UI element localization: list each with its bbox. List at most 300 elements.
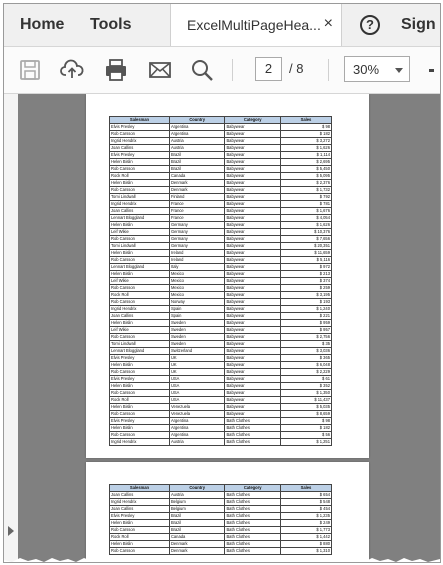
document-view[interactable] <box>4 94 440 563</box>
country-cell: Brazil <box>169 159 225 166</box>
sidebar-toggle[interactable] <box>4 94 18 563</box>
salesman-cell: Rock Roll <box>110 292 170 299</box>
country-cell: Sweden <box>169 327 225 334</box>
category-cell: Bath Clothes <box>225 432 281 439</box>
country-cell: Argentina <box>169 425 225 432</box>
country-cell: Norway <box>169 299 225 306</box>
category-cell: Bath Clothes <box>225 425 281 432</box>
sales-cell: $ 792 <box>280 194 331 201</box>
salesman-cell: Rob Carsson <box>110 285 170 292</box>
pdf-page-2 <box>86 462 369 563</box>
country-cell: Ireland <box>169 257 225 264</box>
salesman-cell: Helen Bislin <box>110 271 170 278</box>
country-cell: Argentina <box>169 124 225 131</box>
category-cell: Babywear <box>225 159 281 166</box>
country-cell: Spain <box>169 306 225 313</box>
table-row <box>110 534 332 541</box>
table-row <box>110 520 332 527</box>
category-cell: Babywear <box>225 236 281 243</box>
sales-cell: $ 781 <box>280 201 331 208</box>
category-cell: Babywear <box>225 383 281 390</box>
sales-cell: $ 1,442 <box>280 534 331 541</box>
salesman-cell: Rock Roll <box>110 534 170 541</box>
cloud-upload-icon[interactable] <box>60 58 84 82</box>
country-cell: Argentina <box>169 131 225 138</box>
category-cell: Babywear <box>225 369 281 376</box>
sales-cell: $ 352 <box>280 383 331 390</box>
country-cell: France <box>169 215 225 222</box>
table-row <box>110 513 332 520</box>
country-cell: Mexico <box>169 278 225 285</box>
salesman-cell: Rob Carsson <box>110 187 170 194</box>
sales-cell: $ 98 <box>280 418 331 425</box>
salesman-cell: Ingrid Hendrix <box>110 138 170 145</box>
table-row <box>110 299 332 306</box>
table-row <box>110 376 332 383</box>
sales-cell: $ 259 <box>280 285 331 292</box>
country-cell: Brazil <box>169 520 225 527</box>
table-row <box>110 152 332 159</box>
sales-cell: $ 5,450 <box>280 166 331 173</box>
table-row <box>110 425 332 432</box>
country-cell: Ireland <box>169 250 225 257</box>
salesman-cell: Ingrid Hendrix <box>110 499 170 506</box>
country-cell: Austria <box>169 439 225 446</box>
sales-cell: $ 374 <box>280 278 331 285</box>
salesman-cell: Leif Wikie <box>110 327 170 334</box>
tab-title: ExcelMultiPageHea... <box>187 17 321 33</box>
salesman-cell: Helen Bislin <box>110 250 170 257</box>
salesman-cell: Joan Callins <box>110 145 170 152</box>
category-cell: Babywear <box>225 124 281 131</box>
category-cell: Babywear <box>225 250 281 257</box>
salesman-cell: Elvis Presley <box>110 418 170 425</box>
sales-cell: $ 61 <box>280 376 331 383</box>
category-cell: Bath Clothes <box>225 534 281 541</box>
column-header: Country <box>169 485 225 492</box>
sales-cell: $ 548 <box>280 499 331 506</box>
sales-cell: $ 1,773 <box>280 527 331 534</box>
table-row <box>110 348 332 355</box>
category-cell: Bath Clothes <box>225 520 281 527</box>
salesman-cell: Rock Roll <box>110 397 170 404</box>
salesman-cell: Ingrid Hendrix <box>110 439 170 446</box>
table-row <box>110 173 332 180</box>
salesman-cell: Rob Carsson <box>110 369 170 376</box>
chevron-down-icon <box>395 68 403 73</box>
country-cell: Germany <box>169 243 225 250</box>
print-icon[interactable] <box>104 58 128 82</box>
salesman-cell: Leif Wikie <box>110 229 170 236</box>
country-cell: Germany <box>169 229 225 236</box>
table-row <box>110 208 332 215</box>
sales-cell: $ 11,659 <box>280 250 331 257</box>
country-cell: Brazil <box>169 152 225 159</box>
sales-cell: $ 1,114 <box>280 152 331 159</box>
salesman-cell: Rob Carsson <box>110 432 170 439</box>
salesman-cell: Rob Carsson <box>110 390 170 397</box>
salesman-cell: Elvis Presley <box>110 513 170 520</box>
salesman-cell: Helen Bislin <box>110 541 170 548</box>
category-cell: Babywear <box>225 376 281 383</box>
country-cell: Brazil <box>169 527 225 534</box>
salesman-cell: Helen Bislin <box>110 159 170 166</box>
table-row <box>110 527 332 534</box>
sales-cell: $ 5,035 <box>280 404 331 411</box>
sales-cell: $ 2,695 <box>280 159 331 166</box>
category-cell: Babywear <box>225 145 281 152</box>
country-cell: UK <box>169 362 225 369</box>
sales-cell: $ 880 <box>280 541 331 548</box>
salesman-cell: Elvis Presley <box>110 152 170 159</box>
category-cell: Babywear <box>225 362 281 369</box>
country-cell: Canada <box>169 173 225 180</box>
sales-table <box>109 116 332 446</box>
category-cell: Babywear <box>225 257 281 264</box>
category-cell: Babywear <box>225 243 281 250</box>
category-cell: Bath Clothes <box>225 499 281 506</box>
country-cell: Mexico <box>169 285 225 292</box>
category-cell: Babywear <box>225 187 281 194</box>
category-cell: Babywear <box>225 278 281 285</box>
category-cell: Bath Clothes <box>225 513 281 520</box>
table-row <box>110 180 332 187</box>
category-cell: Babywear <box>225 334 281 341</box>
table-row <box>110 404 332 411</box>
sales-cell: $ 2,756 <box>280 334 331 341</box>
salesman-cell: Lennart Bloggland <box>110 348 170 355</box>
salesman-cell: Ingrid Hendrix <box>110 201 170 208</box>
table-row <box>110 201 332 208</box>
country-cell: France <box>169 201 225 208</box>
sales-table <box>109 484 332 555</box>
save-icon[interactable] <box>18 58 42 82</box>
salesman-cell: Elvis Presley <box>110 124 170 131</box>
salesman-cell: Helen Bislin <box>110 222 170 229</box>
category-cell: Babywear <box>225 264 281 271</box>
table-row <box>110 432 332 439</box>
country-cell: UK <box>169 369 225 376</box>
country-cell: Argentina <box>169 432 225 439</box>
category-cell: Babywear <box>225 327 281 334</box>
toolbar <box>4 47 440 94</box>
salesman-cell: Rob Carsson <box>110 334 170 341</box>
current-page-input[interactable]: 2 <box>255 57 282 81</box>
salesman-cell: Tomi Lindwall <box>110 194 170 201</box>
category-cell: Babywear <box>225 180 281 187</box>
table-row <box>110 506 332 513</box>
pdf-page-1 <box>86 94 369 458</box>
sales-cell: $ 4,054 <box>280 215 331 222</box>
category-cell: Babywear <box>225 201 281 208</box>
category-cell: Babywear <box>225 341 281 348</box>
salesman-cell: Joan Callins <box>110 492 170 499</box>
salesman-cell: Elvis Presley <box>110 355 170 362</box>
salesman-cell: Rock Roll <box>110 173 170 180</box>
expand-arrow-icon <box>8 526 14 536</box>
table-row <box>110 145 332 152</box>
category-cell: Babywear <box>225 355 281 362</box>
category-cell: Babywear <box>225 138 281 145</box>
table-header-row <box>110 485 332 492</box>
table-row <box>110 131 332 138</box>
table-row <box>110 369 332 376</box>
table-row <box>110 278 332 285</box>
country-cell: Venezuela <box>169 411 225 418</box>
menu-tools[interactable]: Tools <box>90 16 132 33</box>
category-cell: Babywear <box>225 397 281 404</box>
sales-cell: $ 11,437 <box>280 397 331 404</box>
salesman-cell: Rob Carsson <box>110 527 170 534</box>
category-cell: Babywear <box>225 348 281 355</box>
sales-cell: $ 7,656 <box>280 236 331 243</box>
sales-cell: $ 5,116 <box>280 257 331 264</box>
country-cell: Austria <box>169 145 225 152</box>
country-cell: USA <box>169 376 225 383</box>
sales-cell: $ 1,310 <box>280 548 331 555</box>
table-row <box>110 390 332 397</box>
close-icon[interactable]: × <box>323 15 333 32</box>
sales-cell: $ 2,376 <box>280 180 331 187</box>
salesman-cell: Leif Wikie <box>110 278 170 285</box>
salesman-cell: Rob Carsson <box>110 236 170 243</box>
salesman-cell: Helen Bislin <box>110 362 170 369</box>
country-cell: Sweden <box>169 334 225 341</box>
salesman-cell: Joan Callins <box>110 208 170 215</box>
country-cell: Denmark <box>169 548 225 555</box>
salesman-cell: Tomi Lindwall <box>110 341 170 348</box>
sales-cell: $ 959 <box>280 320 331 327</box>
salesman-cell: Rob Carsson <box>110 257 170 264</box>
table-row <box>110 541 332 548</box>
table-row <box>110 138 332 145</box>
sales-cell: $ 454 <box>280 506 331 513</box>
sales-cell: $ 6,048 <box>280 362 331 369</box>
category-cell: Babywear <box>225 411 281 418</box>
category-cell: Babywear <box>225 292 281 299</box>
salesman-cell: Lennart Bloggland <box>110 264 170 271</box>
sales-cell: $ 1,251 <box>280 439 331 446</box>
country-cell: Spain <box>169 313 225 320</box>
table-row <box>110 306 332 313</box>
salesman-cell: Helen Bislin <box>110 180 170 187</box>
category-cell: Babywear <box>225 152 281 159</box>
sales-cell: $ 8,659 <box>280 411 331 418</box>
salesman-cell: Rob Carsson <box>110 166 170 173</box>
sales-cell: $ 193 <box>280 299 331 306</box>
country-cell: Denmark <box>169 180 225 187</box>
salesman-cell: Helen Bislin <box>110 425 170 432</box>
category-cell: Babywear <box>225 131 281 138</box>
country-cell: Argentina <box>169 418 225 425</box>
table-row <box>110 215 332 222</box>
table-row <box>110 124 332 131</box>
table-row <box>110 292 332 299</box>
sales-cell: $ 1,732 <box>280 187 331 194</box>
table-row <box>110 229 332 236</box>
table-row <box>110 243 332 250</box>
table-row <box>110 159 332 166</box>
country-cell: USA <box>169 383 225 390</box>
country-cell: Belgium <box>169 499 225 506</box>
table-row <box>110 418 332 425</box>
help-icon[interactable]: ? <box>360 15 380 35</box>
country-cell: Brazil <box>169 513 225 520</box>
sales-cell: $ 365 <box>280 355 331 362</box>
table-row <box>110 548 332 555</box>
table-row <box>110 257 332 264</box>
country-cell: Denmark <box>169 541 225 548</box>
sales-cell: $ 654 <box>280 492 331 499</box>
sales-cell: $ 1,626 <box>280 222 331 229</box>
salesman-cell: Helen Bislin <box>110 520 170 527</box>
country-cell: Mexico <box>169 271 225 278</box>
sales-cell: $ 3,272 <box>280 138 331 145</box>
category-cell: Babywear <box>225 271 281 278</box>
salesman-cell: Rob Carsson <box>110 299 170 306</box>
table-row <box>110 236 332 243</box>
email-icon[interactable] <box>148 58 172 82</box>
country-cell: USA <box>169 397 225 404</box>
salesman-cell: Rob Carsson <box>110 411 170 418</box>
sales-cell: $ 182 <box>280 131 331 138</box>
category-cell: Bath Clothes <box>225 439 281 446</box>
country-cell: France <box>169 208 225 215</box>
sales-cell: $ 1,350 <box>280 390 331 397</box>
category-cell: Babywear <box>225 208 281 215</box>
country-cell: Germany <box>169 236 225 243</box>
country-cell: Germany <box>169 222 225 229</box>
sales-cell: $ 213 <box>280 271 331 278</box>
country-cell: Canada <box>169 534 225 541</box>
zoom-value: 30% <box>353 62 380 77</box>
table-row <box>110 492 332 499</box>
category-cell: Babywear <box>225 404 281 411</box>
column-header: Category <box>225 117 281 124</box>
sales-cell: $ 1,626 <box>280 145 331 152</box>
column-header: Category <box>225 485 281 492</box>
table-row <box>110 271 332 278</box>
salesman-cell: Joan Callins <box>110 506 170 513</box>
table-row <box>110 194 332 201</box>
table-row <box>110 397 332 404</box>
country-cell: Brazil <box>169 166 225 173</box>
table-row <box>110 383 332 390</box>
table-header-row <box>110 117 332 124</box>
table-row <box>110 334 332 341</box>
sales-cell: $ 20,351 <box>280 243 331 250</box>
country-cell: Finland <box>169 194 225 201</box>
zoom-select[interactable] <box>344 56 410 82</box>
document-tab[interactable] <box>170 4 342 46</box>
pdf-viewer-window <box>3 3 441 563</box>
more-tools-icon[interactable] <box>429 69 434 72</box>
table-row <box>110 166 332 173</box>
country-cell: Sweden <box>169 341 225 348</box>
table-row <box>110 313 332 320</box>
salesman-cell: Helen Bislin <box>110 320 170 327</box>
sales-cell: $ 182 <box>280 425 331 432</box>
category-cell: Babywear <box>225 222 281 229</box>
toolbar-separator <box>232 59 233 81</box>
sales-cell: $ 3,195 <box>280 292 331 299</box>
sales-cell: $ 1,676 <box>280 208 331 215</box>
table-row <box>110 285 332 292</box>
sales-cell: $ 56 <box>280 432 331 439</box>
table-row <box>110 341 332 348</box>
table-row <box>110 222 332 229</box>
country-cell: Italy <box>169 264 225 271</box>
column-header: Sales <box>280 117 331 124</box>
category-cell: Babywear <box>225 194 281 201</box>
category-cell: Babywear <box>225 306 281 313</box>
country-cell: Austria <box>169 492 225 499</box>
sales-cell: $ 35 <box>280 341 331 348</box>
table-row <box>110 355 332 362</box>
table-row <box>110 499 332 506</box>
sales-cell: $ 98 <box>280 124 331 131</box>
salesman-cell: Rob Carsson <box>110 548 170 555</box>
category-cell: Bath Clothes <box>225 506 281 513</box>
sales-cell: $ 249 <box>280 520 331 527</box>
category-cell: Bath Clothes <box>225 418 281 425</box>
category-cell: Babywear <box>225 320 281 327</box>
category-cell: Babywear <box>225 166 281 173</box>
salesman-cell: Helen Bislin <box>110 383 170 390</box>
category-cell: Babywear <box>225 229 281 236</box>
table-row <box>110 362 332 369</box>
category-cell: Bath Clothes <box>225 541 281 548</box>
salesman-cell: Lennart Bloggland <box>110 215 170 222</box>
category-cell: Babywear <box>225 173 281 180</box>
sales-cell: $ 2,229 <box>280 369 331 376</box>
country-cell: UK <box>169 355 225 362</box>
category-cell: Babywear <box>225 285 281 292</box>
sales-cell: $ 3,036 <box>280 348 331 355</box>
menu-home[interactable]: Home <box>20 16 65 33</box>
category-cell: Bath Clothes <box>225 548 281 555</box>
search-icon[interactable] <box>190 58 214 82</box>
country-cell: Venezuela <box>169 404 225 411</box>
toolbar-separator <box>328 59 329 81</box>
page-total: / 8 <box>289 61 304 76</box>
sales-cell: $ 10,376 <box>280 229 331 236</box>
table-row <box>110 187 332 194</box>
country-cell: Mexico <box>169 292 225 299</box>
country-cell: Denmark <box>169 187 225 194</box>
country-cell: USA <box>169 390 225 397</box>
column-header: Salesman <box>110 117 170 124</box>
salesman-cell: Helen Bislin <box>110 404 170 411</box>
salesman-cell: Joan Callins <box>110 313 170 320</box>
table-row <box>110 327 332 334</box>
column-header: Country <box>169 117 225 124</box>
salesman-cell: Elvis Presley <box>110 376 170 383</box>
category-cell: Bath Clothes <box>225 492 281 499</box>
sales-cell: $ 1,235 <box>280 513 331 520</box>
column-header: Sales <box>280 485 331 492</box>
sales-cell: $ 5,095 <box>280 173 331 180</box>
category-cell: Babywear <box>225 313 281 320</box>
menu-bar <box>4 4 440 47</box>
country-cell: Switzerland <box>169 348 225 355</box>
menu-sign[interactable]: Sign <box>401 16 436 33</box>
column-header: Salesman <box>110 485 170 492</box>
category-cell: Bath Clothes <box>225 527 281 534</box>
country-cell: Sweden <box>169 320 225 327</box>
table-row <box>110 264 332 271</box>
sales-cell: $ 221 <box>280 313 331 320</box>
